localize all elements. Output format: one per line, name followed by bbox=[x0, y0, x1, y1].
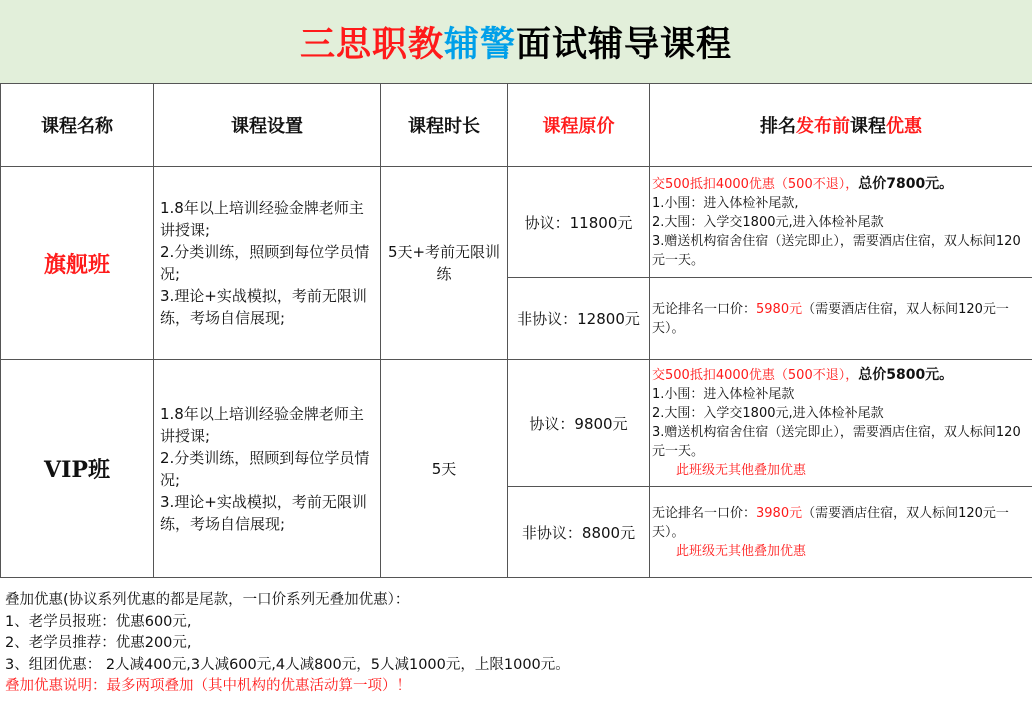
non-agreement-price: 非协议：8800元 bbox=[508, 487, 650, 578]
table-row bbox=[1, 360, 1032, 487]
flat-price-line bbox=[652, 300, 1028, 338]
header-duration: 课程时长 bbox=[381, 84, 508, 167]
footer-heading: 叠加优惠(协议系列优惠的都是尾款，一口价系列无叠加优惠）： bbox=[5, 592, 410, 608]
header-offer-b: 发布前 bbox=[796, 116, 850, 137]
offer-deposit: 交500抵扣4000优惠（500不退）， bbox=[652, 176, 859, 192]
header-offer-a: 排名 bbox=[760, 116, 796, 137]
offer-item: 3.赠送机构宿舍住宿（送完即止），需要酒店住宿，双人标间120元一天。 bbox=[652, 233, 1021, 268]
offer-deposit: 交500抵扣4000优惠（500不退）， bbox=[652, 368, 859, 383]
offer-deposit-line bbox=[652, 366, 1028, 385]
setting-line: 1.8年以上培训经验金牌老师主讲授课; bbox=[160, 404, 364, 445]
header-offer-c: 课程 bbox=[850, 116, 886, 137]
flat-price-suffix: （需要酒店住宿，双人标间120元一天）。 bbox=[652, 505, 1009, 540]
flat-price-prefix: 无论排名一口价： bbox=[652, 301, 757, 317]
agreement-offer bbox=[650, 167, 1032, 278]
setting-line: 1.8年以上培训经验金牌老师主讲授课; bbox=[160, 199, 364, 239]
course-name: 旗舰班 bbox=[1, 167, 154, 360]
course-duration: 5天+考前无限训练 bbox=[381, 167, 508, 360]
flat-price-prefix: 无论排名一口价： bbox=[652, 505, 757, 521]
flat-price-value: 3980元 bbox=[756, 505, 803, 521]
offer-item: 1.小围：进入体检补尾款, bbox=[652, 195, 799, 211]
title-brand: 三思职教 bbox=[299, 24, 444, 65]
course-setting bbox=[154, 360, 381, 578]
non-agreement-offer bbox=[650, 487, 1032, 578]
offer-note: 此班级无其他叠加优惠 bbox=[676, 463, 807, 478]
title-highlight: 辅警 bbox=[443, 24, 516, 65]
header-offer-d: 优惠 bbox=[886, 116, 922, 137]
non-agreement-offer bbox=[650, 278, 1032, 360]
stacking-discount-notes bbox=[0, 580, 1032, 710]
non-agreement-price: 非协议：12800元 bbox=[508, 278, 650, 360]
offer-total: 总价7800元。 bbox=[858, 175, 954, 192]
flat-price-suffix: （需要酒店住宿，双人标间120元一天）。 bbox=[652, 301, 1009, 336]
agreement-price: 协议：9800元 bbox=[508, 360, 650, 487]
offer-deposit-line bbox=[652, 175, 1028, 194]
setting-line: 3.理论+实战模拟，考前无限训练，考场自信展现; bbox=[160, 492, 367, 533]
table-row bbox=[1, 167, 1032, 278]
title-rest: 面试辅导课程 bbox=[516, 24, 733, 65]
course-setting bbox=[154, 167, 381, 360]
setting-line: 2.分类训练，照顾到每位学员情况; bbox=[160, 448, 370, 489]
setting-line: 3.理论+实战模拟，考前无限训练，考场自信展现; bbox=[160, 287, 367, 327]
header-setting: 课程设置 bbox=[154, 84, 381, 167]
header-offer bbox=[650, 84, 1032, 167]
setting-line: 2.分类训练，照顾到每位学员情况; bbox=[160, 243, 370, 283]
offer-item: 3.赠送机构宿舍住宿（送完即止），需要酒店住宿，双人标间120元一天。 bbox=[652, 425, 1021, 459]
header-row bbox=[1, 84, 1032, 167]
offer-item: 1.小围：进入体检补尾款 bbox=[652, 387, 795, 402]
footer-item: 2、老学员推荐：优惠200元, bbox=[5, 635, 192, 651]
offer-note: 此班级无其他叠加优惠 bbox=[676, 543, 807, 559]
agreement-offer bbox=[650, 360, 1032, 487]
flat-price-line bbox=[652, 504, 1028, 542]
course-duration: 5天 bbox=[381, 360, 508, 578]
header-price: 课程原价 bbox=[508, 84, 650, 167]
page-title bbox=[0, 0, 1032, 84]
course-table bbox=[0, 83, 1032, 578]
offer-total: 总价5800元。 bbox=[858, 367, 954, 383]
footer-note: 叠加优惠说明：最多两项叠加（其中机构的优惠活动算一项）！ bbox=[5, 678, 411, 694]
header-name: 课程名称 bbox=[1, 84, 154, 167]
footer-item: 3、组团优惠： 2人减400元,3人减600元,4人减800元，5人减1000元，上限1000元。 bbox=[5, 656, 570, 673]
offer-item: 2.大围：入学交1800元,进入体检补尾款 bbox=[652, 214, 884, 230]
footer-item: 1、老学员报班：优惠600元, bbox=[5, 613, 192, 630]
course-name: VIP班 bbox=[1, 360, 154, 578]
offer-item: 2.大围：入学交1800元,进入体检补尾款 bbox=[652, 406, 884, 421]
flat-price-value: 5980元 bbox=[756, 301, 803, 317]
agreement-price: 协议：11800元 bbox=[508, 167, 650, 278]
